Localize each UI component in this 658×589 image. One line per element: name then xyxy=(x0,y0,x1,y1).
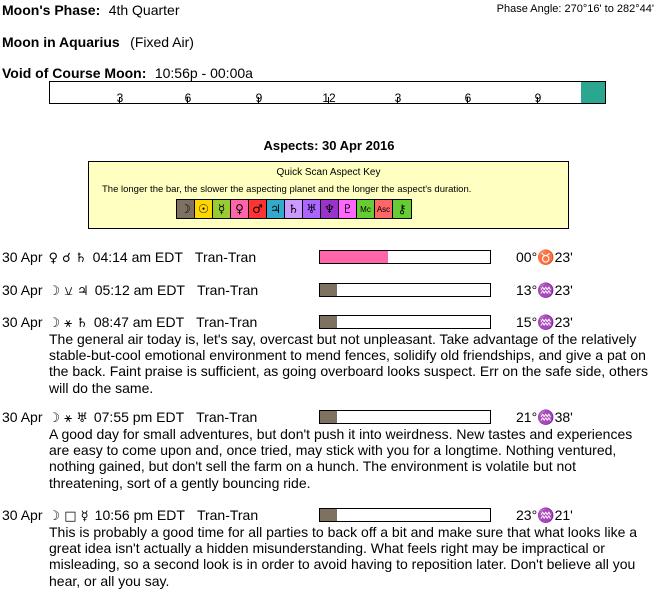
key-swatch: ☽ xyxy=(177,200,195,218)
aspects-title: Aspects: 30 Apr 2016 xyxy=(263,138,395,153)
aspect-row xyxy=(2,249,256,266)
aspect-time: 04:14 am EDT xyxy=(92,249,183,265)
moon-phase xyxy=(2,2,180,20)
key-swatch: ♃ xyxy=(267,200,285,218)
moon-phase-value: 4th Quarter xyxy=(108,2,180,18)
key-swatch: Asc xyxy=(375,200,393,218)
aspect-type: Tran-Tran xyxy=(194,249,257,265)
timeline-label: 6 xyxy=(184,91,192,105)
void-period-block xyxy=(581,82,605,103)
aspect-date: 30 Apr xyxy=(2,314,43,330)
aspect-position: 00°♉23' xyxy=(516,249,573,265)
aspect-symbols: ☽ ⚺ ♃ xyxy=(48,284,89,299)
key-swatch: ⚷ xyxy=(393,200,411,218)
moon-sign-value: (Fixed Air) xyxy=(130,34,194,50)
moon-sign xyxy=(2,34,194,52)
aspect-description: The general air today is, let's say, overcast but not unpleasant. Take advantage of the relatively stable-but-cool emotional environment to mend fences, solidify old friendships, and give a pat on the back. Faint praise is sufficient, as going overboard looks suspect. Err on the safe side, others will do the same. xyxy=(49,331,648,396)
aspect-position: 15°♒23' xyxy=(516,314,573,330)
key-swatches xyxy=(176,199,412,219)
aspect-duration-bar xyxy=(319,410,491,424)
aspect-symbols: ☽ ⚹ ♅ xyxy=(48,411,88,426)
moon-phase-label: Moon's Phase: xyxy=(2,2,101,18)
aspect-row xyxy=(2,314,257,331)
aspect-duration-fill xyxy=(320,251,388,263)
aspect-description: This is probably a good time for all parties to back off a bit and make sure that what looks like a great idea isn't actually a hidden misunderstanding. What feels right may be impractical or misleading, so a second look is in order to avoid having to reposition later. Don't believe all you hear, or all you say. xyxy=(49,524,638,589)
aspect-type: Tran-Tran xyxy=(196,314,258,330)
aspect-symbols: ♀ ☌ ♄ xyxy=(48,251,87,266)
aspect-symbols: ☽ □ ☿ xyxy=(48,509,89,524)
key-swatch: Mc xyxy=(357,200,375,218)
aspect-time: 10:56 pm EDT xyxy=(94,507,185,523)
key-swatch: ♄ xyxy=(285,200,303,218)
void-timeline xyxy=(49,81,606,104)
void-value: 10:56p - 00:00a xyxy=(154,65,253,81)
aspect-duration-bar xyxy=(319,250,491,264)
aspect-type: Tran-Tran xyxy=(196,409,258,425)
key-swatch: ♇ xyxy=(339,200,357,218)
aspect-duration-bar xyxy=(319,315,491,329)
void-label: Void of Course Moon: xyxy=(2,65,147,81)
aspect-date: 30 Apr xyxy=(2,507,43,523)
key-description: The longer the bar, the slower the aspecting planet and the longer the aspect's duration. xyxy=(102,184,472,195)
key-swatch: ♂ xyxy=(249,200,267,218)
aspect-position: 13°♒23' xyxy=(516,282,573,298)
aspect-position: 21°♒38' xyxy=(516,409,573,425)
aspect-row xyxy=(2,507,258,524)
phase-angle: Phase Angle: 270°16' to 282°44' xyxy=(496,3,654,15)
key-swatch: ♀ xyxy=(231,200,249,218)
aspect-symbols: ☽ ⚹ ♄ xyxy=(48,316,88,331)
key-swatch: ☿ xyxy=(213,200,231,218)
aspect-duration-bar xyxy=(319,283,491,297)
quick-scan-key xyxy=(88,161,569,229)
aspect-type: Tran-Tran xyxy=(196,507,259,523)
aspect-row xyxy=(2,282,258,299)
aspect-description: A good day for small adventures, but don't push it into weirdness. New tastes and experiences are easy to come upon and, once tried, may stick with you for a longtime. Nothing ventured, nothing gained, but don't sell the farm on a hunch. The environment is volatile but not threatening, sort of a gently bouncing ride. xyxy=(49,426,633,491)
key-swatch: ♅ xyxy=(303,200,321,218)
aspect-time: 05:12 am EDT xyxy=(94,282,185,298)
aspect-time: 08:47 am EDT xyxy=(93,314,185,330)
timeline-label: 9 xyxy=(534,91,542,105)
timeline-label: 12 xyxy=(322,91,336,105)
timeline-label: 3 xyxy=(394,91,402,105)
aspect-duration-fill xyxy=(320,316,337,328)
moon-sign-label: Moon in Aquarius xyxy=(2,34,120,50)
key-swatch: ♆ xyxy=(321,200,339,218)
timeline-label: 9 xyxy=(255,91,263,105)
aspect-position: 23°♒21' xyxy=(516,507,573,523)
aspect-duration-bar xyxy=(319,508,491,522)
timeline-label: 6 xyxy=(464,91,472,105)
aspect-date: 30 Apr xyxy=(2,249,43,265)
key-swatch: ☉ xyxy=(195,200,213,218)
aspect-type: Tran-Tran xyxy=(196,282,259,298)
aspect-duration-fill xyxy=(320,284,337,296)
aspect-time: 07:55 pm EDT xyxy=(93,409,185,425)
aspect-duration-fill xyxy=(320,411,337,423)
aspect-date: 30 Apr xyxy=(2,409,43,425)
aspect-duration-fill xyxy=(320,509,337,521)
aspect-date: 30 Apr xyxy=(2,282,43,298)
key-title: Quick Scan Aspect Key xyxy=(276,167,381,178)
timeline-label: 3 xyxy=(116,91,124,105)
aspect-row xyxy=(2,409,257,426)
